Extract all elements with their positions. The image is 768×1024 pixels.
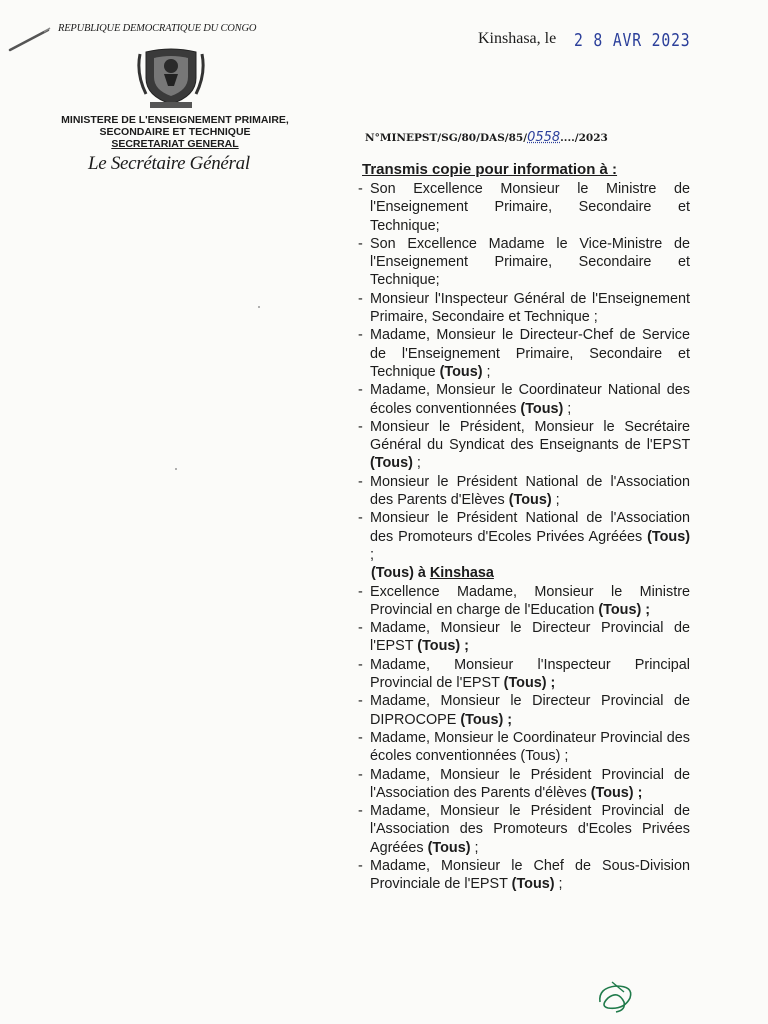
list-item: - Son Excellence Madame le Vice-Ministre de l'Enseignement Primaire, Secondaire et Technique; [358,235,690,289]
list-item: - Son Excellence Monsieur le Ministre de l'Enseignement Primaire, Secondaire et Technique; [358,181,690,234]
ministry-name-line1: MINISTERE DE L'ENSEIGNEMENT PRIMAIRE, [61,114,289,126]
coat-of-arms-icon [136,44,206,110]
date-stamp: 2 8 AVR 2023 [574,30,691,51]
list-item: - Madame, Monsieur le Chef de Sous-Division Provinciale de l'EPST (Tous) ; [358,857,690,893]
list-item: - Madame, Monsieur le Président Provincial de l'Association des Parents d'élèves (Tous) ; [358,766,690,801]
list-item: - Madame, Monsieur le Directeur-Chef de Service de l'Enseignement Primaire, Secondaire et Technique (Tous) ; [358,327,690,380]
list-item: - Monsieur le Président, Monsieur le Secrétaire Général du Syndicat des Enseignants de l'EPST (Tous) ; [358,418,690,472]
pen-stroke-icon [8,26,52,54]
list-item: - Madame, Monsieur le Directeur Provincial de DIPROCOPE (Tous) ; [358,693,690,728]
secretariat-name: SECRETARIAT GENERAL [111,138,239,150]
ministry-name-line2: SECONDAIRE ET TECHNIQUE [99,126,251,138]
list-item: - Madame, Monsieur le Coordinateur National des écoles conventionnées (Tous) ; [358,382,690,417]
signature-title: Le Secrétaire Général [88,153,250,174]
list-item: - Monsieur le Président National de l'Association des Parents d'Elèves (Tous) ; [358,473,690,509]
reference-suffix: ..../2023 [560,132,608,144]
handwritten-initial-icon [594,978,638,1014]
list-item: - Madame, Monsieur le Directeur Provincial de l'EPST (Tous) ; [358,620,690,655]
list-item: - Monsieur le Président National de l'Association des Promoteurs d'Ecoles Privées Agréées (Tous) ; [358,510,691,563]
list-item: - Madame, Monsieur l'Inspecteur Principal Provincial de l'EPST (Tous) ; [358,656,690,692]
list-item: - Excellence Madame, Monsieur le Ministre Provincial en charge de l'Education (Tous) ; [358,583,690,618]
list-item: - Monsieur l'Inspecteur Général de l'Enseignement Primaire, Secondaire et Technique ; [358,290,690,326]
republic-name: REPUBLIQUE DEMOCRATIQUE DU CONGO [58,23,257,34]
list-subheading: (Tous) à Kinshasa [371,565,494,582]
reference-prefix: N°MINEPST/SG/80/DAS/85/ [365,132,528,144]
distribution-heading: Transmis copie pour information à : [362,161,618,178]
list-item: - Madame, Monsieur le Coordinateur Provincial des écoles conventionnées (Tous) ; [358,729,690,765]
recipient-list [358,180,690,894]
reference-number [365,130,608,145]
reference-handwritten: 0558 [527,130,561,145]
list-item: - Madame, Monsieur le Président Provincial de l'Association des Promoteurs d'Ecoles Privées Agréées (Tous) ; [358,803,690,856]
scan-speck [258,306,260,308]
scan-speck [175,468,177,470]
place-label: Kinshasa, le [478,30,557,47]
